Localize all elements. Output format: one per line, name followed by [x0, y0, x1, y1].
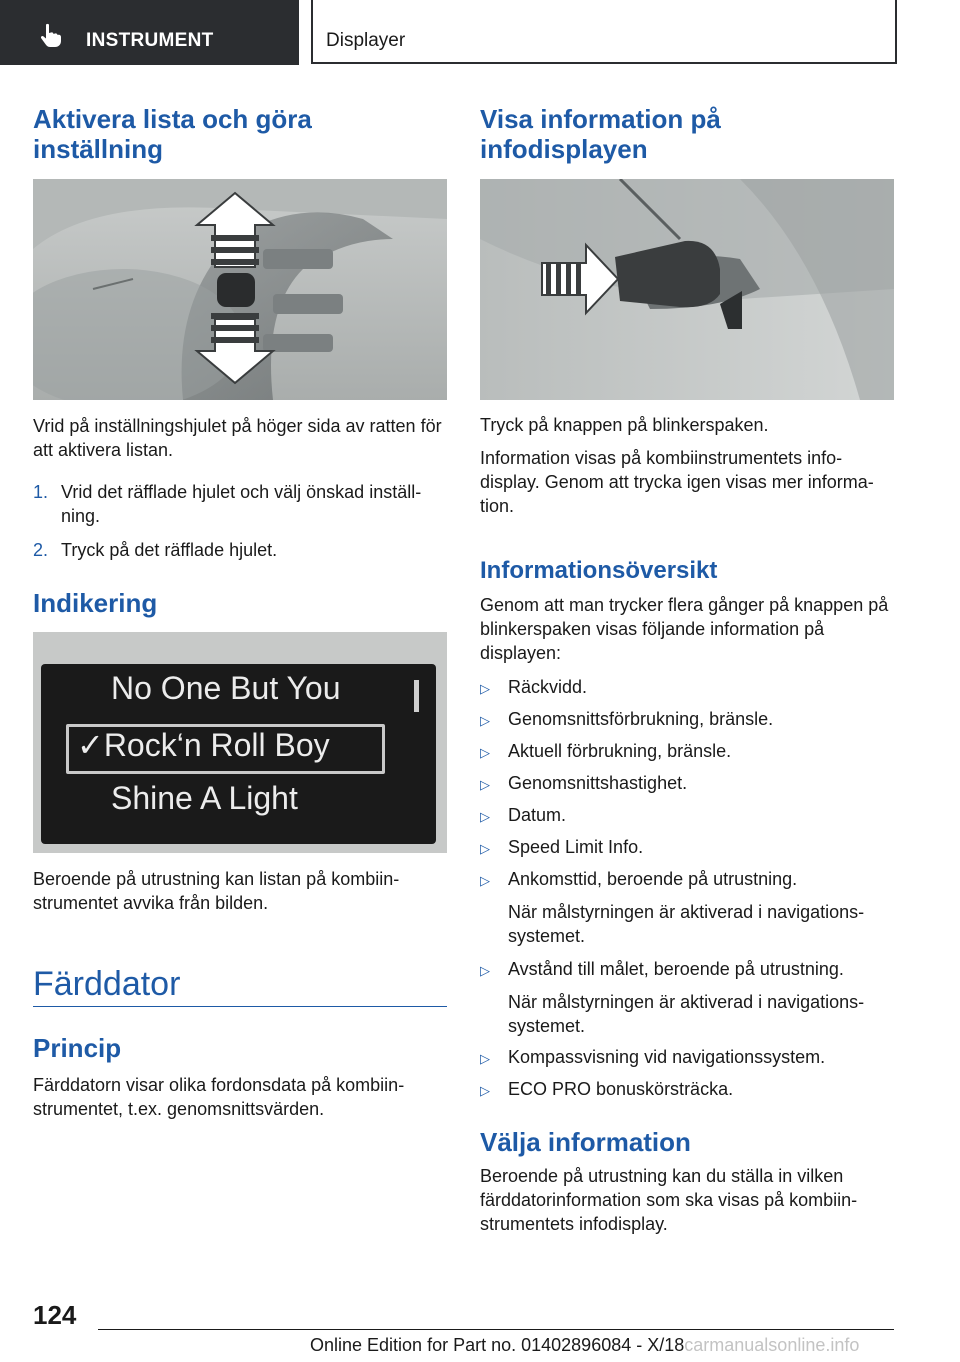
bullet-item: ▷ Genomsnittshastighet.: [480, 771, 894, 797]
triangle-right-icon: ▷: [480, 809, 490, 824]
heading-underline: [33, 1006, 447, 1007]
para-visa-1: Tryck på knappen på blinkerspaken.: [480, 415, 769, 435]
hand-pointer-icon: [38, 22, 64, 48]
triangle-right-icon: ▷: [480, 1051, 490, 1066]
triangle-right-icon: ▷: [480, 873, 490, 888]
heading-indikering: Indikering: [33, 588, 158, 618]
footer-rule: [98, 1329, 894, 1330]
turn-signal-lever-image: [480, 179, 894, 400]
bullet-item: ▷ Datum.: [480, 803, 894, 829]
para-oversikt: Genom att man trycker flera gånger på knappen på blinkerspaken visas följande information på displayen:: [480, 595, 889, 663]
display-item: Shine A Light: [111, 780, 298, 816]
section-label: Displayer: [326, 30, 406, 51]
heading-visa: Visa information på infodisplayen: [480, 104, 721, 164]
watermark-text: carmanualsonline.info: [684, 1335, 860, 1355]
para-princip: Färddatorn visar olika fordonsdata på kombiin- strumentet, t.ex. genomsnittsvärden.: [33, 1075, 405, 1119]
bullet-item: ▷ Avstånd till målet, beroende på utrustning.: [480, 957, 894, 983]
triangle-right-icon: ▷: [480, 745, 490, 760]
page-number: 124: [33, 1300, 77, 1330]
bullet-item: ▷ Räckvidd.: [480, 675, 894, 701]
heading-farddator: Färddator: [33, 965, 181, 1003]
display-item: No One But You: [111, 670, 341, 706]
bullet-item: ▷ Kompassvisning vid navigationssystem.: [480, 1045, 894, 1071]
heading-princip: Princip: [33, 1033, 122, 1063]
bullet-subnote: När målstyrningen är aktiverad i navigations- systemet.: [508, 992, 865, 1036]
display-item-selected: ✓Rock‘n Roll Boy: [77, 727, 330, 763]
list-item: 1. Vrid det räfflade hjulet och välj önskad inställ- ning.: [33, 482, 422, 526]
step-number: 1.: [33, 482, 49, 502]
bullet-item: ▷ ECO PRO bonuskörsträcka.: [480, 1077, 894, 1103]
triangle-right-icon: ▷: [480, 713, 490, 728]
bullet-item: ▷ Ankomsttid, beroende på utrustning.: [480, 867, 894, 893]
chapter-label: INSTRUMENT: [86, 30, 214, 51]
triangle-right-icon: ▷: [480, 841, 490, 856]
list-item: 2. Tryck på det räfflade hjulet.: [33, 540, 278, 560]
bullet-item: ▷ Speed Limit Info.: [480, 835, 894, 861]
para-aktivera: Vrid på inställningshjulet på höger sida av ratten för att aktivera listan.: [33, 416, 442, 460]
triangle-right-icon: ▷: [480, 681, 490, 696]
display-scrollbar: [414, 680, 419, 712]
para-valja: Beroende på utrustning kan du ställa in vilken färddatorinformation som ska visas på kombiin- strumentets infodisplay.: [480, 1166, 858, 1234]
triangle-right-icon: ▷: [480, 1083, 490, 1098]
para-visa-2: Information visas på kombiinstrumentets info- display. Genom att trycka igen visas mer informa- tion.: [480, 448, 874, 516]
bullet-item: ▷ Aktuell förbrukning, bränsle.: [480, 739, 894, 765]
section-tab: [311, 0, 897, 64]
steering-wheel-image: [33, 179, 447, 400]
bullet-subnote: När målstyrningen är aktiverad i navigations- systemet.: [508, 902, 865, 946]
para-indikering: Beroende på utrustning kan listan på kombiin- strumentet avvika från bilden.: [33, 869, 400, 913]
triangle-right-icon: ▷: [480, 777, 490, 792]
step-number: 2.: [33, 540, 49, 560]
bullet-item: ▷ Genomsnittsförbrukning, bränsle.: [480, 707, 894, 733]
triangle-right-icon: ▷: [480, 963, 490, 978]
chapter-tab: [0, 0, 299, 65]
edition-text: Online Edition for Part no. 01402896084 - X/18carmanualsonline.info: [310, 1335, 860, 1355]
heading-oversikt: Informationsöversikt: [480, 557, 718, 584]
heading-aktivera: Aktivera lista och göra inställning: [33, 104, 312, 164]
heading-valja: Välja information: [480, 1127, 691, 1157]
display-list-image: [33, 632, 447, 853]
